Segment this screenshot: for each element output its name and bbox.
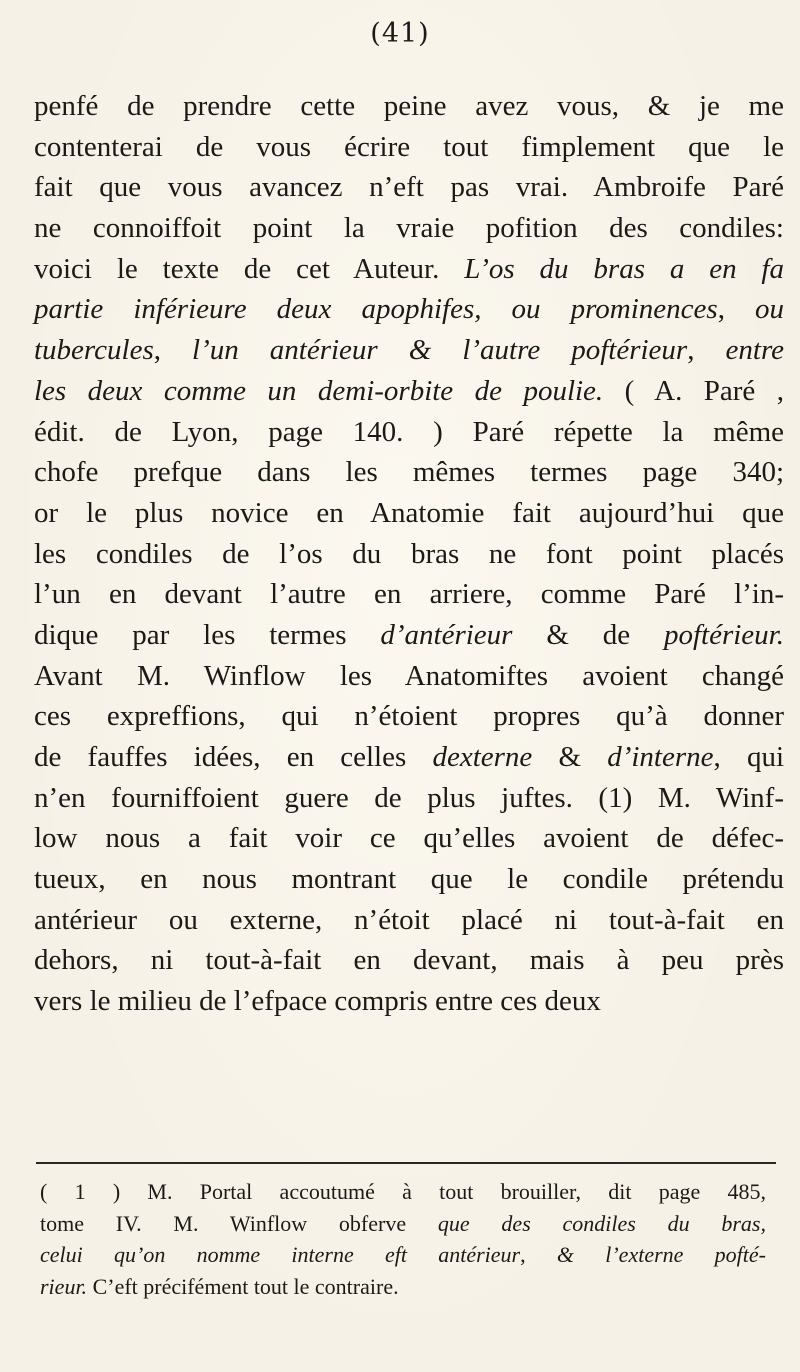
text-run: ces expreffions, qui n’étoient propres qu’à donner [34,700,784,733]
text-run: low nous a fait voir ce qu’elles avoient de défec- [34,822,784,855]
footnote-line [40,1208,766,1240]
text-line [34,656,784,697]
text-line [34,859,784,900]
italic-text: l’un antérieur & l’autre poftérieur [192,334,688,367]
text-run: dehors, ni tout-à-fait en devant, mais à peu près [34,944,784,977]
text-run: édit. de Lyon, page 140. ) Paré répette la même [34,415,784,448]
text-line [34,208,784,249]
italic-text: dexterne [432,741,533,773]
text-run: tome IV. M. Winflow obferve [40,1210,438,1236]
text-run: C’eft précifément tout le contraire. [87,1273,399,1299]
text-run: de fauffes idées, en celles [34,741,433,773]
footnote [40,1176,766,1302]
text-line [34,574,784,615]
text-line [34,615,784,656]
italic-text: tubercules [34,334,154,367]
text-line [34,534,784,575]
text-line [34,412,784,453]
text-run: ( A. Paré , [603,374,785,407]
text-line [34,900,784,941]
italic-text: partie inférieure deux apophifes, ou prominences [34,293,718,326]
text-line [34,289,784,330]
text-run: les condiles de l’os du bras ne font point placés [34,537,784,570]
italic-text: rieur. [40,1273,88,1299]
italic-text: poftérieur. [663,618,784,651]
italic-text: entre [725,334,785,367]
text-line [34,981,784,1022]
text-run: or le plus novice en Anatomie fait aujourd’hui que [34,496,784,529]
italic-text: ou [755,293,785,326]
italic-text: d’antérieur [380,618,513,651]
text-run: & de [512,618,664,651]
text-line [34,493,784,534]
text-line [34,452,784,493]
text-run: ne connoiffoit point la vraie pofition des condiles: [34,212,784,245]
text-run: vers le milieu de l’efpace compris entre ces deux [34,985,601,1018]
text-run: dique par les termes [34,618,381,651]
text-line [34,127,784,168]
italic-text: & l’externe pofté- [556,1242,766,1267]
text-run: ( 1 ) M. Portal accoutumé à tout brouiller, dit page 485, [40,1179,766,1204]
text-run: chofe prefque dans les mêmes termes page 340; [34,456,784,489]
text-run: , [153,334,193,367]
italic-text: d’interne [607,741,714,773]
text-run: l’un en devant l’autre en arriere, comme Paré l’in- [34,578,784,611]
text-line [34,249,784,290]
footnote-rule [36,1162,776,1164]
text-run: penfé de prendre cette peine avez vous, & je me [34,90,784,122]
text-line [34,737,784,778]
footnote-line [40,1271,766,1303]
body-text [34,86,784,1022]
text-line [34,330,784,371]
text-run: , qui [713,741,784,773]
text-run: , [717,293,756,326]
text-run: contenterai de vous écrire tout fimplement que le [34,130,784,163]
text-run: , [687,334,726,367]
italic-text: que des condiles du bras, [437,1210,766,1236]
italic-text: les deux comme un demi-orbite de poulie. [34,374,604,407]
text-line [34,86,784,127]
text-run: & [532,741,608,773]
text-run: fait que vous avancez n’eft pas vrai. Ambroife Paré [34,171,784,204]
text-run: , [520,1242,557,1267]
text-line [34,778,784,819]
text-run: tueux, en nous montrant que le condile prétendu [34,863,784,896]
text-run: Avant M. Winflow les Anatomiftes avoient changé [34,659,784,692]
text-line [34,940,784,981]
italic-text: celui qu’on nomme interne eft antérieur [40,1242,521,1267]
text-line [34,167,784,208]
text-line [34,818,784,859]
page-number: (41) [370,18,430,49]
footnote-line [40,1239,766,1271]
text-run: antérieur ou externe, n’étoit placé ni tout-à-fait en [34,903,784,936]
footnote-line [40,1176,766,1208]
text-line [34,696,784,737]
text-run: n’en fourniffoient guere de plus juftes. (1) M. Winf- [34,781,784,814]
text-line [34,371,784,412]
text-run: voici le texte de cet Auteur. [34,252,465,285]
italic-text: L’os du bras a en fa [464,252,784,285]
